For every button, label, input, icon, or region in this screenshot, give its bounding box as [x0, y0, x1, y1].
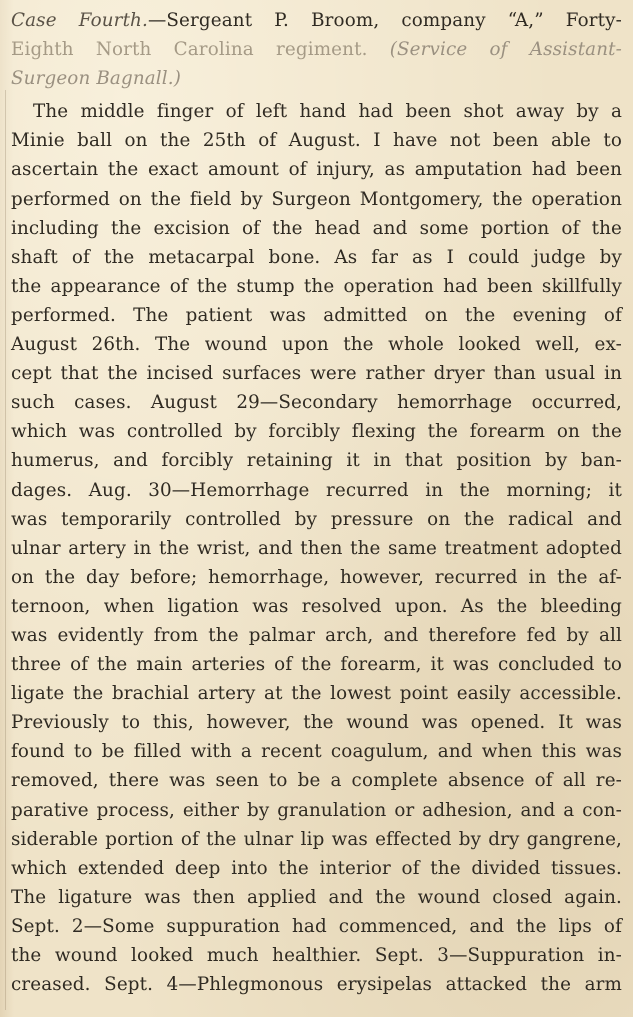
case-body [11, 97, 622, 999]
body-line: ligate the brachial artery at the lowest point easily accessible. [11, 683, 622, 705]
body-line: siderable portion of the ulnar lip was effected by dry gangrene, [11, 828, 622, 850]
body-line: on the day before; hemorrhage, however, recurred in the af- [11, 566, 622, 588]
body-line: which extended deep into the interior of the divided tissues. [11, 857, 622, 879]
body-line: was temporarily controlled by pressure on the radical and [11, 508, 622, 530]
body-line: performed on the field by Surgeon Montgomery, the operation [11, 188, 622, 210]
body-line: Previously to this, however, the wound was opened. It was [11, 712, 622, 734]
body-line: Minie ball on the 25th of August. I have not been able to [11, 130, 622, 152]
body-line: creased. Sept. 4—Phlegmonous erysipelas attacked the arm [11, 974, 622, 996]
body-line: three of the main arteries of the forearm, it was concluded to [11, 654, 622, 676]
body-line: including the excision of the head and some portion of the [11, 217, 622, 239]
body-line: performed. The patient was admitted on the evening of [11, 304, 622, 326]
case-label: Case Fourth. [11, 10, 148, 31]
body-line: humerus, and forcibly retaining it in that position by ban- [11, 450, 622, 472]
regiment-text: Eighth North Carolina regiment. [11, 39, 368, 61]
body-line: The middle finger of left hand had been shot away by a [33, 101, 622, 123]
body-line: the appearance of the stump the operation had been skillfully [11, 275, 622, 297]
body-line: cept that the incised surfaces were rather dryer than usual in [11, 363, 622, 385]
body-line: shaft of the metacarpal bone. As far as I could judge by [11, 246, 622, 268]
body-line: found to be filled with a recent coagulum, and when this was [11, 741, 622, 763]
body-line: Sept. 2—Some suppuration had commenced, and the lips of [11, 915, 622, 937]
body-line: removed, there was seen to be a complete absence of all re- [11, 770, 622, 792]
body-line: which was controlled by forcibly flexing the forearm on the [11, 421, 622, 443]
case-header-line-1 [11, 6, 622, 35]
body-line: ternoon, when ligation was resolved upon. As the bleeding [11, 595, 622, 617]
body-line: August 26th. The wound upon the whole looked well, ex- [11, 334, 622, 356]
body-line: parative process, either by granulation or adhesion, and a con- [11, 799, 622, 821]
body-line: such cases. August 29—Secondary hemorrhage occurred, [11, 392, 622, 414]
case-header-line-2 [11, 35, 622, 64]
body-line: ascertain the exact amount of injury, as amputation had been [11, 159, 622, 181]
body-line: the wound looked much healthier. Sept. 3—Suppuration in- [11, 945, 622, 966]
case-header-line-3 [11, 64, 622, 93]
surgeon-name: Surgeon Bagnall.) [11, 68, 182, 90]
body-line: The ligature was then applied and the wound closed again. [11, 886, 622, 908]
page-edge-rule [5, 90, 6, 1010]
case-subject: —Sergeant P. Broom, company “A,” Forty- [147, 10, 622, 31]
body-line: was evidently from the palmar arch, and therefore fed by all [11, 624, 622, 646]
body-line: ulnar artery in the wrist, and then the same treatment adopted [11, 537, 622, 559]
case-header [11, 6, 622, 93]
source-text: (Service of Assistant- [389, 39, 622, 61]
body-line: dages. Aug. 30—Hemorrhage recurred in the morning; it [11, 479, 622, 501]
